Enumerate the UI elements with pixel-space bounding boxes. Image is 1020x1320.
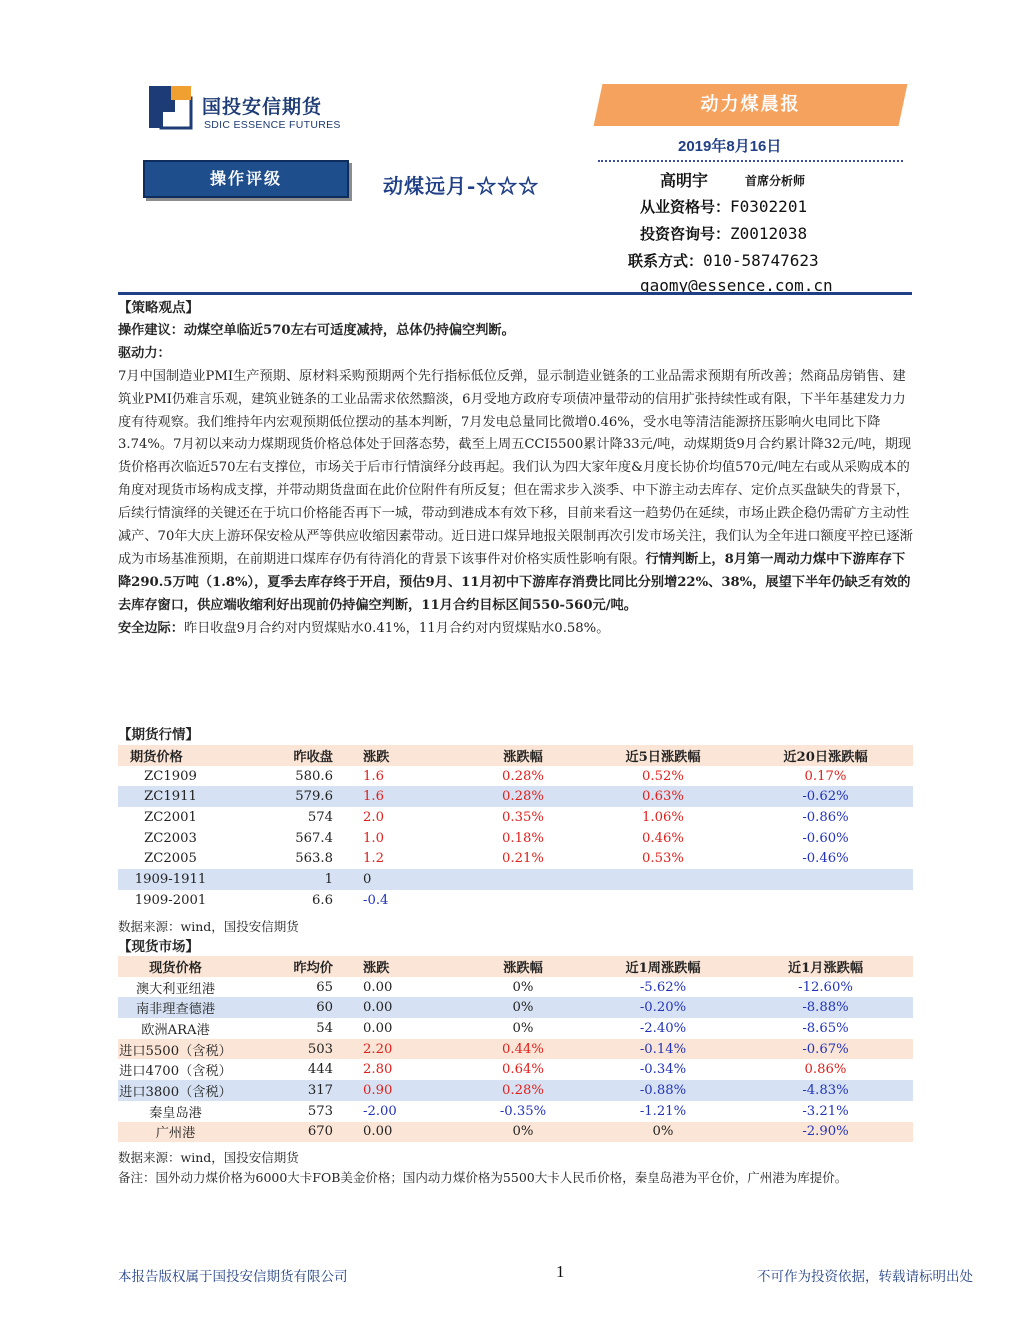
spot-cell-name: 南非理查德港 [118, 997, 233, 1018]
futures-cell-name: ZC1909 [144, 768, 197, 784]
spot-cell-period1: -2.40% [639, 1020, 687, 1036]
spot-cell-period1: -0.20% [588, 997, 738, 1018]
futures-title: 【期货行情】 [118, 727, 199, 743]
spot-cell-pct: 0% [458, 997, 588, 1018]
spot-cell-period1: -0.14% [588, 1039, 738, 1060]
spot-cell-period2: 0.86% [804, 1062, 847, 1078]
futures-row [118, 786, 913, 807]
spot-cell-change: 0.00 [363, 979, 393, 995]
spot-cell-name: 进口5500（含税） [118, 1039, 233, 1060]
spot-cell-change: 0.00 [333, 997, 458, 1018]
futures-cell-change: 0 [333, 869, 458, 890]
futures-cell-period1: 0.53% [642, 851, 684, 867]
futures-cell-period1 [588, 869, 738, 890]
futures-cell-period2 [738, 890, 913, 911]
futures-cell-name: ZC2005 [144, 851, 197, 867]
operation-suggestion: 操作建议：动煤空单临近570左右可适度减持，总体仍持偏空判断。 [118, 322, 515, 338]
page-number: 1 [556, 1262, 565, 1281]
spot-row [118, 1101, 913, 1122]
futures-col-20d: 近20日涨跌幅 [738, 745, 913, 766]
futures-cell-pct [458, 869, 588, 890]
spot-cell-price: 54 [316, 1020, 333, 1036]
spot-remark: 备注：国外动力煤价格为6000大卡FOB美金价格；国内动力煤价格为5500大卡人民币价格，秦皇岛港为平仓价，广州港为库提价。 [118, 1170, 848, 1185]
futures-cell-period1: 1.06% [642, 809, 684, 825]
spot-row [118, 1059, 913, 1080]
spot-cell-pct: 0.64% [502, 1062, 544, 1078]
spot-cell-period2: -8.88% [738, 997, 913, 1018]
futures-cell-price: 574 [307, 809, 333, 825]
spot-col-1m: 近1月涨跌幅 [738, 956, 913, 977]
consult-label: 投资咨询号： [640, 225, 731, 243]
strategy-section [118, 297, 913, 641]
futures-row [118, 828, 913, 849]
safety-label: 安全边际： [118, 620, 184, 636]
contact-row [628, 250, 819, 271]
spot-col-1w: 近1周涨跌幅 [588, 956, 738, 977]
futures-table [118, 745, 913, 911]
futures-cell-period2: -0.86% [802, 809, 849, 825]
futures-cell-price: 6.6 [312, 892, 333, 908]
consult-number: Z0012038 [730, 224, 808, 243]
analyst-name: 高明宇 [660, 171, 709, 190]
spot-cell-change: 2.20 [333, 1039, 458, 1060]
safety-text: 昨日收盘9月合约对内贸煤贴水0.41%，11月合约对内贸煤贴水0.58%。 [183, 620, 610, 636]
futures-cell-period2: 0.17% [804, 768, 847, 784]
consult-row [640, 223, 807, 244]
futures-cell-period1: 0.52% [642, 768, 684, 784]
qualification-row [640, 196, 807, 217]
futures-col-close: 昨收盘 [223, 745, 333, 766]
contact-phone: 010-58747623 [703, 251, 819, 270]
futures-row [118, 869, 913, 890]
futures-cell-change: 2.0 [363, 809, 384, 825]
spot-cell-change: 0.90 [333, 1080, 458, 1101]
market-judgement: 行情判断上，8月第一周动力煤中下游库存下降290.5万吨（1.8%），夏季去库存终于开启，预估9月、11月初中下游库存消费比同比分别增22%、38%，展望下半年仍缺乏有效的去库存窗口，供应端收缩利好出现前仍持偏空判断，11月合约目标区间550-560元/吨。 [118, 551, 911, 613]
report-date: 2019年8月16日 [678, 138, 782, 155]
spot-cell-period1: -1.21% [639, 1103, 687, 1119]
spot-row [118, 1080, 913, 1101]
futures-cell-change: 1.6 [333, 786, 458, 807]
rating-label-box: 操作评级 [143, 160, 349, 198]
futures-cell-change: -0.4 [363, 892, 389, 908]
spot-cell-name: 秦皇岛港 [149, 1105, 202, 1121]
futures-cell-period2: -0.60% [802, 830, 849, 846]
spot-col-market: 现货价格 [118, 956, 233, 977]
futures-cell-price: 580.6 [295, 768, 333, 784]
driver-body [118, 366, 913, 618]
futures-cell-name: ZC1911 [118, 786, 223, 807]
futures-row [118, 766, 913, 787]
spot-row [118, 1018, 913, 1039]
futures-cell-period2 [738, 869, 913, 890]
spot-cell-name: 欧洲ARA港 [141, 1022, 210, 1038]
futures-col-change: 涨跌 [333, 745, 458, 766]
spot-title: 【现货市场】 [118, 939, 199, 955]
spot-cell-period2: -0.67% [738, 1039, 913, 1060]
futures-cell-period2: -0.62% [738, 786, 913, 807]
futures-cell-pct: 0.18% [502, 830, 544, 846]
logo-name-cn: 国投安信期货 [202, 96, 323, 118]
sdic-logo-icon [147, 84, 193, 130]
futures-cell-period1: 0.63% [588, 786, 738, 807]
spot-cell-period2: -12.60% [798, 979, 853, 995]
spot-cell-change: 0.00 [333, 1122, 458, 1143]
futures-cell-pct: 0.21% [502, 851, 544, 867]
futures-cell-price: 563.8 [295, 851, 333, 867]
spot-cell-period1: -0.34% [639, 1062, 687, 1078]
spot-cell-name: 广州港 [118, 1122, 233, 1143]
futures-cell-pct [458, 890, 588, 911]
rating-value: 动煤远月-☆☆☆ [383, 174, 540, 198]
spot-cell-pct: 0.28% [458, 1080, 588, 1101]
spot-cell-pct: 0% [512, 979, 534, 995]
spot-cell-pct: -0.35% [499, 1103, 547, 1119]
futures-col-5d: 近5日涨跌幅 [588, 745, 738, 766]
spot-cell-change: -2.00 [363, 1103, 397, 1119]
futures-cell-price: 1 [223, 869, 333, 890]
spot-row [118, 997, 913, 1018]
strategy-title: 【策略观点】 [118, 300, 199, 316]
futures-cell-change: 1.2 [363, 851, 384, 867]
futures-cell-name: ZC2001 [144, 809, 197, 825]
spot-cell-price: 670 [233, 1122, 333, 1143]
spot-cell-name: 进口4700（含税） [119, 1064, 232, 1080]
futures-cell-change: 1.6 [363, 768, 384, 784]
spot-cell-price: 317 [233, 1080, 333, 1101]
spot-row [118, 977, 913, 998]
futures-col-contract: 期货价格 [118, 745, 223, 766]
spot-cell-period1: -5.62% [639, 979, 687, 995]
spot-cell-period2: -4.83% [738, 1080, 913, 1101]
spot-cell-price: 444 [307, 1062, 333, 1078]
futures-row [118, 890, 913, 911]
futures-cell-change: 1.0 [363, 830, 384, 846]
futures-cell-period2: -0.46% [802, 851, 849, 867]
futures-cell-name: ZC2003 [144, 830, 197, 846]
futures-cell-period1 [588, 890, 738, 911]
spot-cell-period2: -2.90% [738, 1122, 913, 1143]
spot-cell-pct: 0% [512, 1020, 534, 1036]
futures-col-pct: 涨跌幅 [458, 745, 588, 766]
futures-cell-period1: 0.46% [642, 830, 684, 846]
spot-cell-change: 0.00 [363, 1020, 393, 1036]
spot-cell-price: 60 [233, 997, 333, 1018]
futures-row [118, 848, 913, 869]
spot-col-change: 涨跌 [333, 956, 458, 977]
futures-cell-pct: 0.28% [458, 786, 588, 807]
spot-cell-period2: -8.65% [802, 1020, 849, 1036]
footer-disclaimer: 不可作为投资依据，转载请标明出处 [757, 1269, 973, 1285]
contact-email[interactable]: gaomy@essence.com.cn [640, 276, 833, 295]
futures-row [118, 807, 913, 828]
contact-label: 联系方式： [628, 252, 704, 270]
spot-cell-period1: 0% [588, 1122, 738, 1143]
spot-cell-name: 进口3800（含税） [118, 1080, 233, 1101]
spot-table [118, 956, 913, 1142]
spot-source: 数据来源：wind，国投安信期货 [118, 1150, 299, 1165]
spot-cell-price: 573 [307, 1103, 333, 1119]
spot-notes [118, 1148, 913, 1188]
spot-row [118, 1039, 913, 1060]
driver-text: 7月中国制造业PMI生产预期、原材料采购预期两个先行指标低位反弹，显示制造业链条的工业品需求预期有所改善；然商品房销售、建筑业PMI仍难言乐观，建筑业链条的工业品需求依然黯淡，6月受地方政府专项债冲量带动的信用扩张持续性或有限，下半年基建发力力度有待观察。我们维持年内宏观预期低位摆动的基本判断，7月发电总量同比微增0.46%，受水电等清洁能源挤压影响火电同比下降3.74%。7月初以来动力煤期现货价格总体处于回落态势，截至上周五CCI5500累计降33元/吨，动煤期货9月合约累计降32元/吨，期现货价格再次临近570左右支撑位，市场关于后市行情演绎分歧再起。我们认为四大家年度&月度长协价均值570元/吨左右或从采购成本的角度对现货市场构成支撑，并带动期货盘面在此价位附件有所反复；但在需求步入淡季、中下游主动去库存、定价点买盘缺失的背景下，后续行情演绎的关键还在于坑口价格能否再下一城，带动到港成本有效下移，目前来看这一趋势仍在延续，市场止跌企稳仍需矿方主动性减产、70年大庆上游环保安检从严等供应收缩因素带动。近日进口煤异地报关限制再次引发市场关注，我们认为全年进口额度平控已逐渐成为市场基准预期，在前期进口煤库存仍有待消化的背景下该事件对价格实质性影响有限。 [118, 368, 913, 567]
spot-cell-pct: 0.44% [458, 1039, 588, 1060]
futures-cell-pct: 0.35% [502, 809, 544, 825]
spot-cell-name: 澳大利亚纽港 [135, 981, 216, 997]
safety-margin [118, 618, 913, 641]
qualification-label: 从业资格号： [640, 198, 731, 216]
futures-cell-name: 1909-2001 [134, 892, 207, 908]
logo-name-en: SDIC ESSENCE FUTURES [204, 119, 341, 131]
spot-col-avg: 昨均价 [233, 956, 333, 977]
spot-cell-pct: 0% [458, 1122, 588, 1143]
spot-cell-price: 65 [316, 979, 333, 995]
futures-source: 数据来源：wind，国投安信期货 [118, 919, 299, 934]
spot-cell-price: 503 [233, 1039, 333, 1060]
driver-label: 驱动力： [118, 345, 171, 361]
analyst-title: 首席分析师 [745, 174, 806, 188]
spot-cell-period1: -0.88% [588, 1080, 738, 1101]
spot-row [118, 1122, 913, 1143]
spot-col-pct: 涨跌幅 [458, 956, 588, 977]
futures-cell-price: 579.6 [223, 786, 333, 807]
futures-cell-pct: 0.28% [502, 768, 544, 784]
qualification-number: F0302201 [730, 197, 808, 216]
dotted-divider [598, 160, 903, 162]
spot-cell-change: 2.80 [363, 1062, 393, 1078]
footer-copyright: 本报告版权属于国投安信期货有限公司 [118, 1269, 348, 1285]
spot-header-row [118, 956, 913, 977]
futures-cell-price: 567.4 [295, 830, 333, 846]
report-name: 动力煤晨报 [700, 94, 801, 115]
futures-cell-name: 1909-1911 [118, 869, 223, 890]
header-rule [118, 292, 912, 295]
futures-header-row [118, 745, 913, 766]
spot-cell-period2: -3.21% [802, 1103, 849, 1119]
